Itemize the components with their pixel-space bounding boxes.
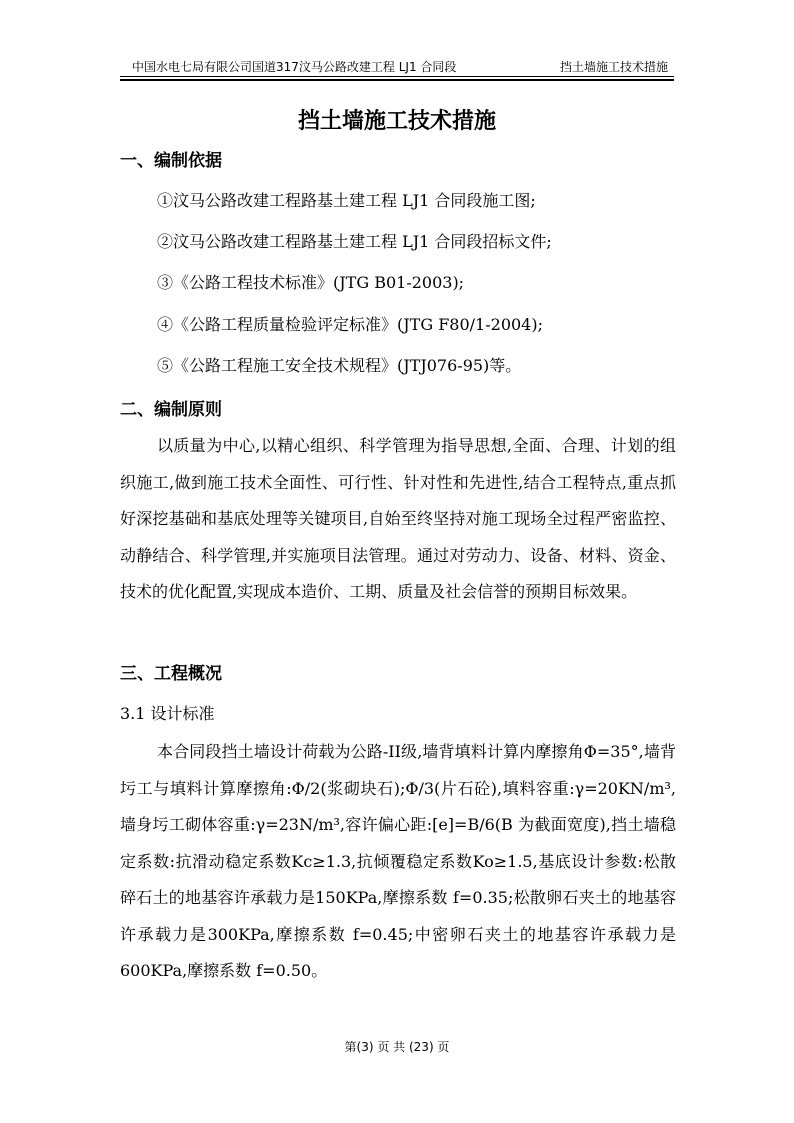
basis-item-3: ③《公路工程技术标准》(JTG B01-2003); <box>157 273 465 292</box>
basis-item-5: ⑤《公路工程施工安全技术规程》(JTJ076-95)等。 <box>157 356 522 375</box>
basis-item-1: ①汶马公路改建工程路基土建工程 LJ1 合同段施工图; <box>157 191 536 210</box>
section-heading-principles: 二、编制原则 <box>120 400 222 420</box>
page-title: 挡土墙施工技术措施 <box>297 108 496 134</box>
section-heading-overview: 三、工程概况 <box>120 664 222 684</box>
page-footer: 第(3) 页 共 (23) 页 <box>344 1040 450 1054</box>
header-document-title: 挡土墙施工技术措施 <box>559 60 668 74</box>
header-project-name: 中国水电七局有限公司国道317汶马公路改建工程 LJ1 合同段 <box>132 60 457 74</box>
header-divider <box>120 79 674 81</box>
subsection-heading-design-standard: 3.1 设计标准 <box>120 704 215 723</box>
basis-item-4: ④《公路工程质量检验评定标准》(JTG F80/1-2004); <box>157 315 543 334</box>
basis-item-2: ②汶马公路改建工程路基土建工程 LJ1 合同段招标文件; <box>157 232 552 251</box>
page-header <box>120 58 674 77</box>
section-heading-basis: 一、编制依据 <box>120 151 222 171</box>
principles-paragraph: 以质量为中心,以精心组织、科学管理为指导思想,全面、合理、计划的组织施工,做到施工技术全面性、可行性、针对性和先进性,结合工程特点,重点抓好深挖基础和基底处理等关键项目,自始至终坚持对施工现场全过程严密监控、动静结合、科学管理,并实施项目法管理。通过对劳动力、设备、材料、资金、技术的优化配置,实现成本造价、工期、质量及社会信誉的预期目标效果。 <box>120 436 676 601</box>
design-standard-paragraph: 本合同段挡土墙设计荷载为公路-II级,墙背填料计算内摩擦角Φ=35°,墙背圬工与填料计算摩擦角:Φ/2(浆砌块石);Φ/3(片石砼),填料容重:γ=20KN/m³,墙身圬工砌体容重:γ=23N/m³,容许偏心距:[e]=B/6(B 为截面宽度),挡土墙稳定系数:抗滑动稳定系数Kc≥1.3,抗倾覆稳定系数Ko≥1.5,基底设计参数:松散碎石土的地基容许承载力是150KPa,摩擦系数 f=0.35;松散卵石夹土的地基容许承载力是300KPa,摩擦系数 f=0.45;中密卵石夹土的地基容许承载力是600KPa,摩擦系数 f=0.50。 <box>120 742 676 980</box>
